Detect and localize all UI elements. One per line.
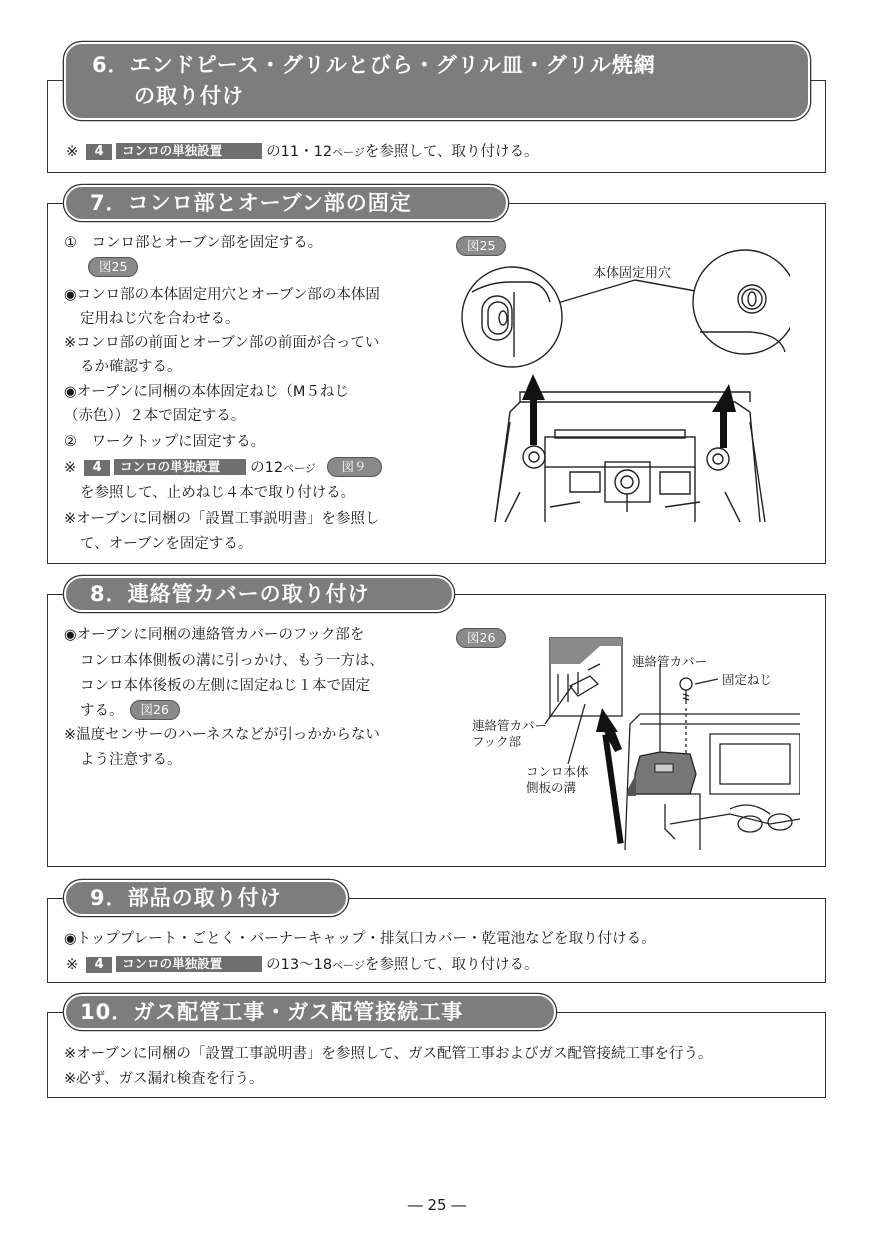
s8-line-4: する。 図26 <box>80 699 180 723</box>
s7-line-6: ◉オーブンに同梱の本体固定ねじ（M５ねじ <box>64 384 349 400</box>
callout-groove-line1: コンロ本体 <box>526 764 589 779</box>
callout-hook-line2: フック部 <box>472 734 522 749</box>
section-10-title: 10．ガス配管工事・ガス配管接続工事 <box>80 1000 464 1024</box>
s7-line-2: ◉コンロ部の本体固定用穴とオーブン部の本体固 <box>64 287 380 303</box>
s7-line-4: ※コンロ部の前面とオーブン部の前面が合ってい <box>64 335 380 351</box>
s9-line-2: ※ 4 コンロの単独設置 の13〜18ページを参照して、取り付ける。 <box>66 956 539 973</box>
s10-line-1: ※オーブンに同梱の「設置工事説明書」を参照して、ガス配管工事およびガス配管接続工事を行う。 <box>64 1046 713 1062</box>
callout-screw: 固定ねじ <box>722 672 773 687</box>
s8-line-5: ※温度センサーのハーネスなどが引っかからない <box>64 727 380 743</box>
s7-line-12: て、オーブンを固定する。 <box>80 536 253 552</box>
page-number: ― 25 ― <box>407 1196 467 1214</box>
figure-ref-badge: 図25 <box>88 257 138 277</box>
figure-25-label: 図25 <box>456 236 506 256</box>
figure-25 <box>450 232 790 532</box>
chapter-number-tag: 4 <box>86 144 112 160</box>
s9-line-1: ◉トッププレート・ごとく・バーナーキャップ・排気口カバー・乾電池などを取り付ける。 <box>64 931 656 947</box>
section-6-heading <box>64 42 810 120</box>
figure-26-label: 図26 <box>456 628 506 648</box>
s8-line-3: コンロ本体後板の左側に固定ねじ１本で固定 <box>80 678 370 694</box>
s7-line-11: ※オーブンに同梱の「設置工事説明書」を参照し <box>64 511 380 527</box>
s8-line-6: よう注意する。 <box>80 752 182 768</box>
s7-line-10: を参照して、止めねじ４本で取り付ける。 <box>80 485 356 501</box>
s7-line-1-fig <box>88 256 138 280</box>
callout-hook-line1: 連絡管カバー <box>472 718 548 733</box>
callout-groove-line2: 側板の溝 <box>526 780 577 795</box>
figure-ref-badge: 図９ <box>327 457 382 477</box>
section-8-title: 8．連絡管カバーの取り付け <box>90 582 370 606</box>
s8-line-2: コンロ本体側板の溝に引っかけ、もう一方は、 <box>80 653 384 669</box>
s7-line-8: ② ワークトップに固定する。 <box>64 434 266 450</box>
section-6-title-line2: の取り付け <box>134 84 244 108</box>
section-6-note: ※ 4 コンロの単独設置 の11・12ページを参照して、取り付ける。 <box>66 143 539 160</box>
chapter-number-tag: 4 <box>86 957 112 973</box>
section-10-heading <box>64 994 556 1030</box>
s10-line-2: ※必ず、ガス漏れ検査を行う。 <box>64 1071 264 1087</box>
s7-line-3: 定用ねじ穴を合わせる。 <box>80 311 240 327</box>
figure-26 <box>450 624 800 854</box>
s8-line-1: ◉オーブンに同梱の連絡管カバーのフック部を <box>64 627 365 643</box>
chapter-name-tag: コンロの単独設置 <box>116 956 262 972</box>
section-7-title: 7．コンロ部とオーブン部の固定 <box>90 191 412 215</box>
chapter-number-tag: 4 <box>84 460 110 476</box>
section-9-title: 9．部品の取り付け <box>90 886 282 910</box>
section-6-title-line1: 6．エンドピース・グリルとびら・グリル皿・グリル焼網 <box>92 53 656 77</box>
figure-25-callout: 本体固定用穴 <box>593 266 672 281</box>
section-8-heading <box>64 576 454 612</box>
section-9-heading <box>64 880 348 916</box>
s7-line-1: ① コンロ部とオーブン部を固定する。 <box>64 235 323 251</box>
chapter-name-tag: コンロの単独設置 <box>114 459 246 475</box>
chapter-name-tag: コンロの単独設置 <box>116 143 262 159</box>
section-7-heading <box>64 185 508 221</box>
s7-line-9: ※ 4 コンロの単独設置 の12ページ 図９ <box>64 456 382 481</box>
figure-ref-badge: 図26 <box>130 700 180 720</box>
callout-cover: 連絡管カバー <box>632 654 708 669</box>
s7-line-5: るか確認する。 <box>80 359 182 375</box>
s7-line-7: （赤色））２本で固定する。 <box>64 408 246 424</box>
